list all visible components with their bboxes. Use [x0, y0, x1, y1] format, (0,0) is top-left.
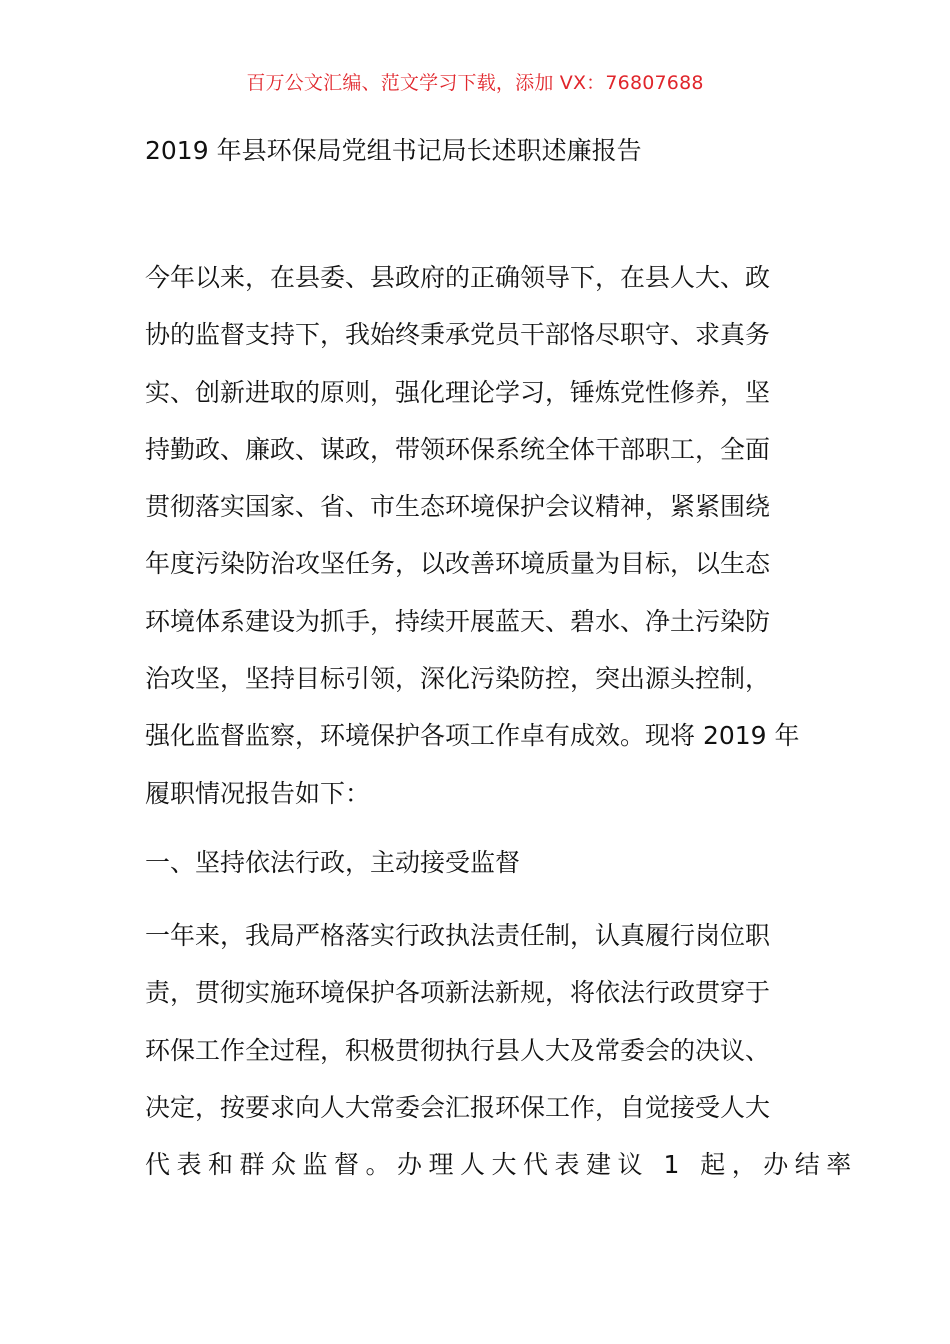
paragraph-section-1 [145, 907, 858, 1193]
paragraph-intro [145, 249, 810, 822]
paragraph-line: 代表和群众监督。办理人大代表建议 1 起，办结率 [145, 1150, 858, 1180]
section-heading [145, 834, 810, 891]
paragraph-line: 环保工作全过程，积极贯彻执行县人大及常委会的决议、 [145, 1035, 771, 1065]
document-title: 2019 年县环保局党组书记局长述职述廉报告 [145, 136, 642, 165]
paragraph-line: 持勤政、廉政、谋政，带领环保系统全体干部职工，全面 [145, 434, 771, 464]
paragraph-line: 环境体系建设为抓手，持续开展蓝天、碧水、净土污染防 [145, 606, 771, 636]
paragraph-line: 年度污染防治攻坚任务，以改善环境质量为目标，以生态 [145, 549, 771, 579]
header-note: 百万公文汇编、范文学习下载，添加 VX：76807688 [246, 72, 704, 94]
paragraph-line: 今年以来，在县委、县政府的正确领导下，在县人大、政 [145, 263, 771, 292]
paragraph-line: 治攻坚，坚持目标引领，深化污染防控，突出源头控制， [145, 664, 771, 694]
paragraph-line: 一年来，我局严格落实行政执法责任制，认真履行岗位职 [145, 921, 771, 950]
section-heading-text: 一、坚持依法行政，主动接受监督 [145, 848, 521, 877]
paragraph-line: 履职情况报告如下： [145, 778, 371, 808]
paragraph-line: 实、创新进取的原则，强化理论学习，锤炼党性修养，坚 [145, 377, 771, 407]
paragraph-line: 决定，按要求向人大常委会汇报环保工作，自觉接受人大 [145, 1092, 771, 1122]
paragraph-line: 强化监督监察，环境保护各项工作卓有成效。现将 2019 年 [145, 721, 800, 751]
paragraph-line: 责，贯彻实施环境保护各项新法新规，将依法行政贯穿于 [145, 978, 771, 1008]
paragraph-line: 协的监督支持下，我始终秉承党员干部恪尽职守、求真务 [145, 320, 771, 350]
paragraph-line: 贯彻落实国家、省、市生态环境保护会议精神，紧紧围绕 [145, 492, 771, 522]
